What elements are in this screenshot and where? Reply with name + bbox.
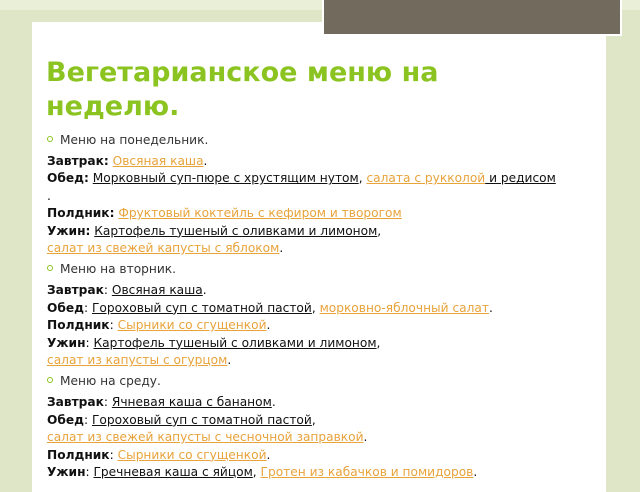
tuesday-heading-text: Меню на вторник. [60, 262, 177, 277]
lunch-label: Обед: [47, 171, 89, 186]
monday-dinner-salad-link[interactable]: салат из свежей капусты с яблоком [47, 241, 280, 256]
tuesday-salad-link[interactable]: морковно-яблочный салат [319, 300, 489, 315]
breakfast-label: Завтрак [47, 395, 104, 410]
circle-bullet-icon [47, 265, 53, 271]
tuesday-heading [47, 260, 607, 279]
tuesday-breakfast: Завтрак: Овсяная каша. [47, 283, 207, 298]
monday-breakfast: Завтрак: Овсяная каша. [47, 154, 208, 168]
wednesday-salad-link[interactable]: салат из свежей капусты с чесночной заправкой [47, 430, 364, 445]
wednesday-snack-link[interactable]: Сырники со сгущенкой [117, 447, 267, 462]
dinner-label: Ужин [47, 335, 86, 350]
page-title: Вегетарианское меню на неделю. [46, 57, 439, 122]
monday-dinner: Ужин: Картофель тушеный с оливками и лимоном, [47, 223, 382, 238]
tuesday-snack-link[interactable]: Сырники со сгущенкой [117, 318, 267, 333]
breakfast-label: Завтрак [47, 283, 104, 298]
tuesday-dinner-salad-link[interactable]: салат из капусты с огурцом [47, 353, 228, 368]
breakfast-label: Завтрак: [47, 154, 109, 168]
snack-label: Полдник [47, 447, 110, 462]
snack-label: Полдник [47, 318, 110, 333]
lunch-label: Обед [47, 300, 84, 315]
wednesday-dinner: Ужин: Гречневая каша с яйцом, Гротен из кабачков и помидоров. [47, 465, 478, 480]
wednesday-side-link[interactable]: Гротен из кабачков и помидоров [260, 465, 474, 480]
wednesday-lunch-link[interactable]: Гороховый суп с томатной пастой [91, 412, 312, 427]
tuesday-lunch: Обед: Гороховый суп с томатной пастой, морковно-яблочный салат. [47, 300, 493, 315]
tuesday-lunch-link[interactable]: Гороховый суп с томатной пастой [91, 300, 312, 315]
tuesday-snack: Полдник: Сырники со сгущенкой. [47, 318, 271, 333]
dinner-label: Ужин [47, 465, 86, 480]
monday-heading-text: Меню на понедельник. [60, 133, 209, 147]
monday-dinner-link[interactable]: Картофель тушеный с оливками и лимоном [94, 223, 378, 238]
monday-lunch-link[interactable]: Морковный суп-пюре с хрустящим нутом [92, 171, 359, 186]
lunch-label: Обед [47, 412, 84, 427]
monday-lunch: Обед: Морковный суп-пюре с хрустящим нутом, салата с рукколой и редисом [47, 171, 556, 186]
header-image-block [322, 0, 622, 36]
tuesday-dinner-link[interactable]: Картофель тушеный с оливками и лимоном [93, 335, 377, 350]
circle-bullet-icon [47, 377, 53, 383]
wednesday-heading [47, 372, 607, 391]
wednesday-heading-text: Меню на среду. [60, 374, 161, 389]
dinner-label: Ужин: [47, 223, 91, 238]
monday-salad-rest-link[interactable]: и редисом [485, 171, 556, 186]
monday-snack-link[interactable]: Фруктовый коктейль с кефиром и творогом [118, 206, 402, 221]
monday-heading [47, 131, 607, 150]
monday-dinner-salad: салат из свежей капусты с яблоком. [47, 241, 284, 256]
wednesday-lunch: Обед: Гороховый суп с томатной пастой, [47, 412, 316, 427]
monday-snack [47, 205, 607, 222]
menu-content [47, 131, 607, 482]
wednesday-snack: Полдник: Сырники со сгущенкой. [47, 447, 271, 462]
monday-breakfast-link[interactable]: Овсяная каша [112, 154, 204, 168]
wednesday-lunch-salad: салат из свежей капусты с чесночной заправкой. [47, 430, 368, 445]
tuesday-dinner: Ужин: Картофель тушеный с оливками и лимоном, [47, 335, 381, 350]
tuesday-dinner-salad: салат из капусты с огурцом. [47, 353, 232, 368]
snack-label: Полдник: [47, 206, 115, 221]
monday-salad-link[interactable]: салата с рукколой [366, 171, 486, 186]
monday-lunch-period: . [47, 188, 51, 203]
wednesday-breakfast-link[interactable]: Ячневая каша с бананом [111, 395, 272, 410]
wednesday-dinner-link[interactable]: Гречневая каша с яйцом [93, 465, 253, 480]
tuesday-breakfast-link[interactable]: Овсяная каша [111, 283, 203, 298]
circle-bullet-icon [47, 136, 53, 142]
wednesday-breakfast: Завтрак: Ячневая каша с бананом. [47, 395, 276, 410]
